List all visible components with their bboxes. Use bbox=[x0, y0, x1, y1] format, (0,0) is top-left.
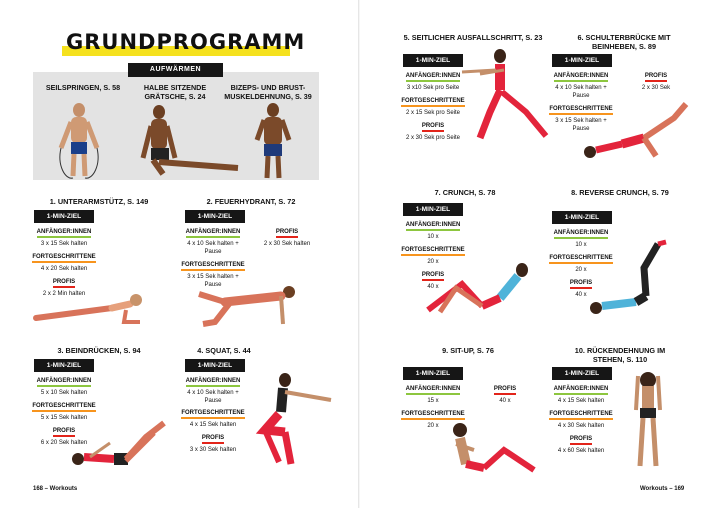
exercise-9-pro-value: 40 x bbox=[499, 398, 511, 404]
exercise-6-advanced-value: 3 x 15 Sek halten + Pause bbox=[555, 118, 607, 132]
chest-stretch-figure bbox=[243, 100, 303, 180]
fire-hydrant-figure bbox=[195, 282, 305, 332]
exercise-6-advanced-label: FORTGESCHRITTENE bbox=[546, 106, 616, 115]
exercise-9-goal: 1-MIN-ZIEL bbox=[403, 367, 463, 380]
exercise-1-beginner-value: 3 x 15 Sek halten bbox=[40, 241, 88, 247]
exercise-2-pro-label: PROFIS bbox=[252, 229, 322, 238]
leg-press-figure bbox=[70, 415, 170, 475]
exercise-4-goal: 1-MIN-ZIEL bbox=[185, 359, 245, 372]
exercise-8-pro-value: 40 x bbox=[575, 292, 587, 298]
exercise-10-pro-label: PROFIS bbox=[546, 436, 616, 445]
exercise-4-title: 4. SQUAT, S. 44 bbox=[197, 346, 251, 355]
exercise-1-advanced-label: FORTGESCHRITTENE bbox=[29, 254, 99, 263]
exercise-8-beginner-value: 10 x bbox=[575, 242, 587, 248]
exercise-5-beginner-value: 3 x10 Sek pro Seite bbox=[406, 85, 460, 91]
exercise-1-title: 1. UNTERARMSTÜTZ, S. 149 bbox=[49, 197, 149, 206]
exercise-2-beginner-label: ANFÄNGER:INNEN bbox=[178, 229, 248, 238]
exercise-1-pro-value: 2 x 2 Min halten bbox=[42, 291, 86, 297]
rope-jumper-figure bbox=[49, 100, 109, 180]
exercise-3-advanced-label: FORTGESCHRITTENE bbox=[29, 403, 99, 412]
reverse-crunch-figure bbox=[586, 238, 686, 318]
exercise-6-pro-value: 2 x 30 Sek bbox=[641, 85, 671, 91]
exercise-1-beginner-label: ANFÄNGER:INNEN bbox=[29, 229, 99, 238]
exercise-3-beginner-label: ANFÄNGER:INNEN bbox=[29, 378, 99, 387]
situp-figure bbox=[444, 420, 544, 485]
exercise-4-pro-value: 3 x 30 Sek halten bbox=[189, 447, 237, 453]
exercise-5-advanced-label: FORTGESCHRITTENE bbox=[398, 98, 468, 107]
exercise-10-pro-value: 4 x 60 Sek halten bbox=[557, 448, 605, 454]
exercise-5-goal: 1-MIN-ZIEL bbox=[403, 54, 463, 67]
exercise-3-goal: 1-MIN-ZIEL bbox=[34, 359, 94, 372]
straddle-figure bbox=[133, 102, 243, 180]
exercise-3-pro-value: 6 x 20 Sek halten bbox=[40, 440, 88, 446]
exercise-8-beginner-label: ANFÄNGER:INNEN bbox=[546, 230, 616, 239]
exercise-6-goal: 1-MIN-ZIEL bbox=[552, 54, 612, 67]
exercise-5-title: 5. SEITLICHER AUSFALLSCHRITT, S. 23 bbox=[403, 33, 543, 42]
forearm-plank-figure bbox=[32, 290, 152, 330]
page-title: GRUNDPROGRAMM bbox=[66, 30, 306, 54]
exercise-8-pro-label: PROFIS bbox=[546, 280, 616, 289]
exercise-7-title: 7. CRUNCH, S. 78 bbox=[434, 188, 496, 197]
exercise-3-pro-label: PROFIS bbox=[29, 428, 99, 437]
exercise-7-advanced-value: 20 x bbox=[427, 259, 439, 265]
exercise-5-beginner-label: ANFÄNGER:INNEN bbox=[398, 73, 468, 82]
exercise-8-advanced-value: 20 x bbox=[575, 267, 587, 273]
exercise-8-goal: 1-MIN-ZIEL bbox=[552, 211, 612, 224]
exercise-10-beginner-label: ANFÄNGER:INNEN bbox=[546, 386, 616, 395]
exercise-2-advanced-label: FORTGESCHRITTENE bbox=[178, 262, 248, 271]
warmup-item-2: HALBE SITZENDE GRÄTSCHE, S. 24 bbox=[143, 83, 207, 101]
squat-figure bbox=[255, 372, 335, 472]
exercise-10-beginner-value: 4 x 15 Sek halten bbox=[557, 398, 605, 404]
exercise-7-pro-label: PROFIS bbox=[398, 272, 468, 281]
exercise-2-goal: 1-MIN-ZIEL bbox=[185, 210, 245, 223]
exercise-3-advanced-value: 5 x 15 Sek halten bbox=[40, 415, 88, 421]
exercise-5-advanced-value: 2 x 15 Sek pro Seite bbox=[405, 110, 461, 116]
warmup-item-1: SEILSPRINGEN, S. 58 bbox=[45, 83, 121, 92]
exercise-2-advanced-value: 3 x 15 Sek halten + Pause bbox=[187, 274, 239, 288]
right-page-number: Workouts – 169 bbox=[640, 486, 685, 492]
exercise-6-title: 6. SCHULTERBRÜCKE MIT BEINHEBEN, S. 89 bbox=[577, 33, 671, 51]
exercise-4-advanced-label: FORTGESCHRITTENE bbox=[178, 410, 248, 419]
exercise-10-title: 10. RÜCKENDEHNUNG IM STEHEN, S. 110 bbox=[574, 346, 666, 364]
exercise-9-advanced-value: 20 x bbox=[427, 423, 439, 429]
exercise-1-goal: 1-MIN-ZIEL bbox=[34, 210, 94, 223]
exercise-2-beginner-value: 4 x 10 Sek halten + Pause bbox=[187, 241, 239, 255]
exercise-9-advanced-label: FORTGESCHRITTENE bbox=[398, 411, 468, 420]
crunch-figure bbox=[422, 258, 532, 318]
exercise-7-pro-value: 40 x bbox=[427, 284, 439, 290]
shoulder-bridge-figure bbox=[582, 100, 692, 165]
exercise-8-title: 8. REVERSE CRUNCH, S. 79 bbox=[571, 188, 669, 197]
exercise-6-beginner-value: 4 x 10 Sek halten + Pause bbox=[555, 85, 607, 99]
exercise-10-advanced-value: 4 x 30 Sek halten bbox=[557, 423, 605, 429]
back-stretch-figure bbox=[628, 366, 672, 470]
left-page-number: 168 – Workouts bbox=[33, 486, 78, 492]
warmup-item-3: BIZEPS- UND BRUST-MUSKELDEHNUNG, S. 39 bbox=[224, 83, 312, 101]
exercise-7-beginner-value: 10 x bbox=[427, 234, 439, 240]
exercise-3-title: 3. BEINDRÜCKEN, S. 94 bbox=[57, 346, 141, 355]
side-lunge-figure bbox=[460, 48, 550, 143]
warmup-label: AUFWÄRMEN bbox=[128, 63, 223, 77]
exercise-6-beginner-label: ANFÄNGER:INNEN bbox=[546, 73, 616, 82]
exercise-4-pro-label: PROFIS bbox=[178, 435, 248, 444]
exercise-2-title: 2. FEUERHYDRANT, S. 72 bbox=[206, 197, 296, 206]
exercise-9-beginner-label: ANFÄNGER:INNEN bbox=[398, 386, 468, 395]
exercise-10-goal: 1-MIN-ZIEL bbox=[552, 367, 612, 380]
exercise-4-advanced-value: 4 x 15 Sek halten bbox=[189, 422, 237, 428]
right-page bbox=[360, 0, 720, 508]
exercise-8-advanced-label: FORTGESCHRITTENE bbox=[546, 255, 616, 264]
exercise-3-beginner-value: 5 x 10 Sek halten bbox=[40, 390, 88, 396]
exercise-1-advanced-value: 4 x 20 Sek halten bbox=[40, 266, 88, 272]
exercise-6-pro-label: PROFIS bbox=[621, 73, 691, 82]
exercise-2-pro-value: 2 x 30 Sek halten bbox=[263, 241, 311, 247]
exercise-5-pro-value: 2 x 30 Sek pro Seite bbox=[405, 135, 461, 141]
exercise-4-beginner-label: ANFÄNGER:INNEN bbox=[178, 378, 248, 387]
exercise-5-pro-label: PROFIS bbox=[398, 123, 468, 132]
exercise-10-advanced-label: FORTGESCHRITTENE bbox=[546, 411, 616, 420]
exercise-9-title: 9. SIT-UP, S. 76 bbox=[442, 346, 494, 355]
exercise-9-pro-label: PROFIS bbox=[470, 386, 540, 395]
exercise-4-beginner-value: 4 x 10 Sek halten + Pause bbox=[187, 390, 239, 404]
exercise-7-goal: 1-MIN-ZIEL bbox=[403, 203, 463, 216]
exercise-7-advanced-label: FORTGESCHRITTENE bbox=[398, 247, 468, 256]
exercise-1-pro-label: PROFIS bbox=[29, 279, 99, 288]
exercise-9-beginner-value: 15 x bbox=[427, 398, 439, 404]
exercise-7-beginner-label: ANFÄNGER:INNEN bbox=[398, 222, 468, 231]
